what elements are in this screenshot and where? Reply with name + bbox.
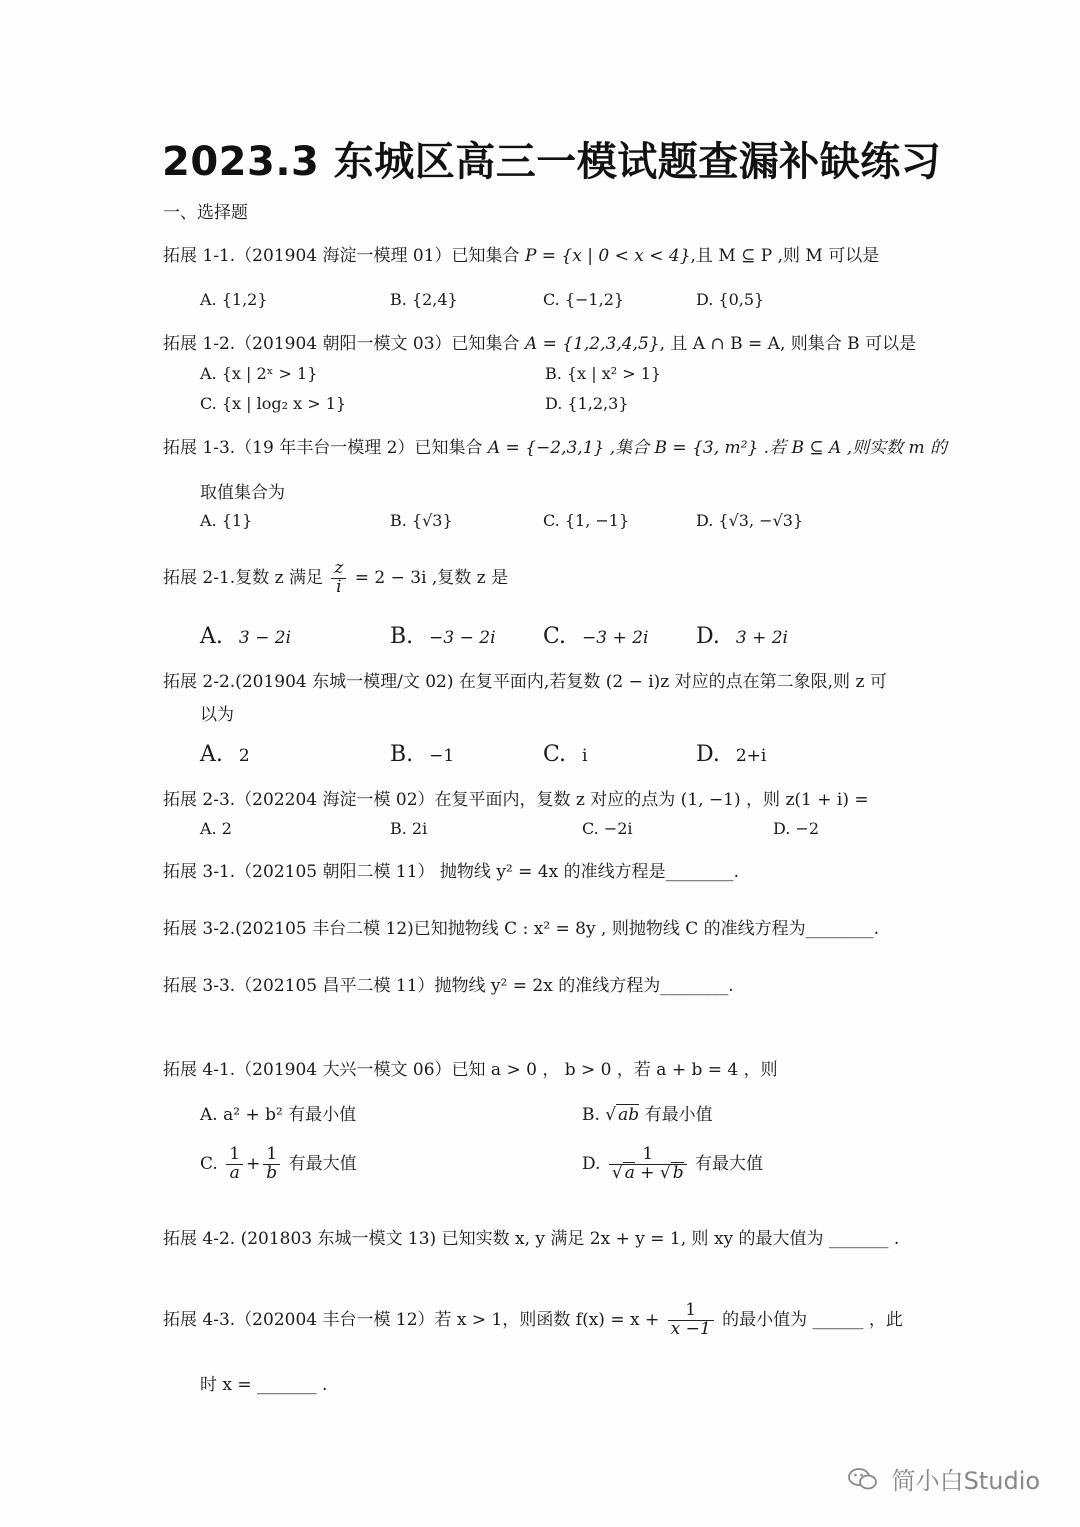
fraction-numerator: 1 [668,1302,714,1321]
option-value: −3 + 2i [582,628,649,648]
option-1-1-a[interactable]: A. {1,2} [200,290,268,309]
question-2-1-prefix: 拓展 2-1.复数 z 满足 [163,567,323,588]
option-2-2-d[interactable] [696,742,766,767]
question-4-3-fraction [668,1302,714,1339]
watermark [848,1461,1040,1497]
question-1-2-suffix: , 且 A ∩ B = A, 则集合 B 可以是 [659,334,917,354]
question-3-2: 拓展 3-2.(202105 丰台二模 12)已知抛物线 C : x² = 8y , 则抛物线 C 的准线方程为________. [163,919,880,939]
option-label: C. [200,1153,218,1174]
option-tail: 有最小值 [644,1105,713,1125]
option-4-1-a[interactable]: A. a² + b² 有最小值 [200,1105,357,1125]
option-label: D. [582,1153,601,1174]
option-value: 2 [238,746,250,766]
question-2-2-continuation: 以为 [200,705,234,725]
question-1-2-prefix: 拓展 1-2.（201904 朝阳一模文 03）已知集合 [163,334,520,354]
option-1-2-b[interactable]: B. {x | x² > 1} [545,364,662,383]
option-4-1-c[interactable]: C. $\frac{1}{a}$ + $\frac{1}{b}$ 有最大值 [200,1144,357,1183]
option-1-2-d[interactable]: D. {1,2,3} [545,394,629,413]
question-1-2 [163,332,916,356]
question-1-1-prefix: 拓展 1-1.（201904 海淀一模理 01）已知集合 [163,246,520,266]
option-2-1-d[interactable] [696,624,788,649]
option-tail: 有最大值 [288,1153,357,1174]
question-4-3-prefix: 拓展 4-3.（202004 丰台一模 12）若 x > 1，则函数 f(x) = x + [163,1309,660,1330]
wechat-icon [848,1467,878,1497]
option-1-1-d[interactable]: D. {0,5} [696,290,765,309]
option-2-2-c[interactable] [543,742,587,767]
question-1-3-math: A = {−2,3,1} ,集合 B = {3, m²} .若 B ⊆ A ,则实数 m 的 [487,438,948,458]
question-2-1-suffix: = 2 − 3i ,复数 z 是 [354,567,509,588]
question-2-1 [163,560,508,597]
question-2-3: 拓展 2-3.（202204 海淀一模 02）在复平面内，复数 z 对应的点为 (1, −1) ，则 z(1 + i) = [163,790,869,810]
option-value: 2+i [735,746,767,766]
option-value: 3 − 2i [238,628,292,648]
option-2-3-b[interactable]: B. 2i [390,819,428,838]
option-1-3-b[interactable]: B. {√3} [390,511,453,530]
question-1-1-math: P = {x | 0 < x < 4} [524,246,691,266]
option-value: i [582,746,588,766]
question-1-1-suffix: ,且 M ⊆ P ,则 M 可以是 [690,246,880,266]
option-1-3-c[interactable]: C. {1, −1} [543,511,630,530]
question-1-3-prefix: 拓展 1-3.（19 年丰台一模理 2）已知集合 [163,438,483,458]
watermark-text: 简小白Studio [891,1467,1041,1495]
option-value: −1 [429,746,455,766]
option-label: D. [696,742,720,767]
option-label: A. [200,742,223,767]
option-2-3-c[interactable]: C. −2i [582,819,633,838]
option-value: −3 − 2i [429,628,496,648]
option-1-2-a[interactable]: A. {x | 2ˣ > 1} [200,364,318,383]
option-label: B. [390,624,414,649]
option-2-3-d[interactable]: D. −2 [773,819,820,838]
option-1-3-a[interactable]: A. {1} [200,511,253,530]
question-1-2-math: A = {1,2,3,4,5} [524,334,660,354]
option-1-1-c[interactable]: C. {−1,2} [543,290,625,309]
option-2-3-a[interactable]: A. 2 [200,819,232,838]
option-tail: 有最大值 [695,1153,764,1174]
option-label: C. [543,742,567,767]
option-label: A. [200,624,223,649]
question-4-3 [163,1302,903,1339]
section-heading: 一、选择题 [163,203,248,223]
fraction-denominator: x −1 [670,1318,711,1339]
option-value: 3 + 2i [735,628,788,648]
question-4-1: 拓展 4-1.（201904 大兴一模文 06）已知 a > 0 ， b > 0 ，若 a + b = 4 ，则 [163,1060,778,1080]
option-1-3-d[interactable]: D. {√3, −√3} [696,511,804,530]
option-4-1-b[interactable]: B. √ ab 有最小值 [582,1105,713,1125]
option-1-2-c[interactable]: C. {x | log₂ x > 1} [200,394,347,413]
question-4-2: 拓展 4-2. (201803 东城一模文 13) 已知实数 x, y 满足 2x + y = 1, 则 xy 的最大值为 _______ . [163,1229,900,1249]
question-1-3-continuation: 取值集合为 [200,483,285,503]
page-title: 2023.3 东城区高三一模试题查漏补缺练习 [162,139,942,185]
question-3-3: 拓展 3-3.（202105 昌平二模 11）抛物线 y² = 2x 的准线方程为________. [163,976,734,996]
question-3-1: 拓展 3-1.（202105 朝阳二模 11） 抛物线 y² = 4x 的准线方程是________. [163,862,740,882]
option-2-2-a[interactable] [200,742,250,767]
option-2-1-c[interactable] [543,624,648,649]
option-2-1-b[interactable] [390,624,496,649]
option-label: B. [390,742,414,767]
option-2-2-b[interactable] [390,742,454,767]
radicand: ab [618,1105,640,1125]
option-1-1-b[interactable]: B. {2,4} [390,290,458,309]
fraction-numerator: z [331,560,346,579]
option-label: B. [582,1105,600,1125]
option-4-1-d[interactable]: D. $\frac{1}{√ a + √ b}$ 有最大值 [582,1144,764,1183]
question-2-1-fraction [331,560,346,597]
fraction-denominator: i [336,576,342,597]
question-4-3-continuation: 时 x = _______ . [200,1375,328,1395]
question-4-3-suffix: 的最小值为 ______ ，此 [722,1309,903,1330]
option-2-1-a[interactable] [200,624,291,649]
question-1-3 [163,436,947,460]
option-label: C. [543,624,567,649]
option-label: D. [696,624,720,649]
question-1-1 [163,244,879,268]
question-2-2: 拓展 2-2.(201904 东城一模理/文 02) 在复平面内,若复数 (2 − i)z 对应的点在第二象限,则 z 可 [163,672,887,692]
